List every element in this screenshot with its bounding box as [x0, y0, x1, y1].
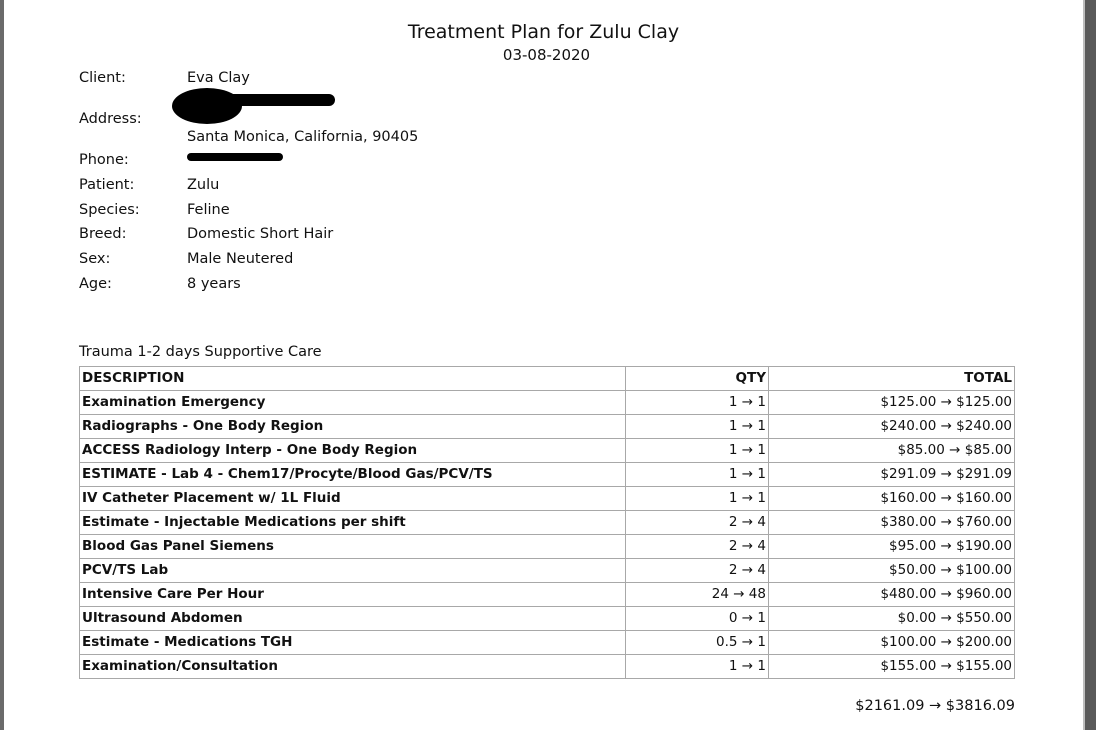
info-label: Address:: [79, 111, 142, 127]
info-row-patient: [79, 175, 219, 195]
row-total: $380.00 → $760.00: [769, 511, 1015, 535]
info-label: Age:: [79, 276, 112, 292]
row-description: ACCESS Radiology Interp - One Body Region: [80, 439, 626, 463]
row-qty: 1 → 1: [626, 487, 769, 511]
row-qty: 1 → 1: [626, 415, 769, 439]
info-row-species: [79, 200, 230, 220]
row-total: $155.00 → $155.00: [769, 655, 1015, 679]
document-title: Treatment Plan for Zulu Clay: [407, 21, 680, 43]
row-total: $100.00 → $200.00: [769, 631, 1015, 655]
row-total: $480.00 → $960.00: [769, 583, 1015, 607]
row-total: $125.00 → $125.00: [769, 391, 1015, 415]
table-row: [80, 583, 1015, 607]
row-qty: 2 → 4: [626, 511, 769, 535]
row-description: IV Catheter Placement w/ 1L Fluid: [80, 487, 626, 511]
row-total: $50.00 → $100.00: [769, 559, 1015, 583]
address-redaction-stroke: [205, 94, 335, 106]
info-value: Santa Monica, California, 90405: [187, 129, 419, 145]
row-qty: 24 → 48: [626, 583, 769, 607]
row-description: Estimate - Medications TGH: [80, 631, 626, 655]
table-header-row: [80, 367, 1015, 391]
row-qty: 0 → 1: [626, 607, 769, 631]
info-label: Sex:: [79, 251, 111, 267]
table-row: [80, 487, 1015, 511]
row-qty: 1 → 1: [626, 391, 769, 415]
info-label: Client:: [79, 70, 126, 86]
row-description: Ultrasound Abdomen: [80, 607, 626, 631]
info-label: Species:: [79, 202, 140, 218]
table-row: [80, 391, 1015, 415]
row-total: $160.00 → $160.00: [769, 487, 1015, 511]
row-total: $85.00 → $85.00: [769, 439, 1015, 463]
viewer-left-border: [0, 0, 4, 730]
table-row: [80, 463, 1015, 487]
row-description: Examination/Consultation: [80, 655, 626, 679]
table-row: [80, 559, 1015, 583]
info-label: Breed:: [79, 226, 127, 242]
row-qty: 1 → 1: [626, 463, 769, 487]
info-row-breed: [79, 224, 333, 244]
row-total: $291.09 → $291.09: [769, 463, 1015, 487]
info-row-sex: [79, 249, 293, 269]
column-header-total: TOTAL: [769, 367, 1015, 391]
info-value: Zulu: [187, 177, 220, 193]
phone-redaction: [187, 153, 283, 161]
section-title: Trauma 1-2 days Supportive Care: [79, 344, 322, 360]
info-row-address-city: [79, 127, 418, 147]
info-value: Eva Clay: [187, 70, 250, 86]
info-row-age: [79, 274, 241, 294]
table-row: [80, 439, 1015, 463]
table-row: [80, 607, 1015, 631]
column-header-description: DESCRIPTION: [80, 367, 626, 391]
row-total: $95.00 → $190.00: [769, 535, 1015, 559]
table-row: [80, 415, 1015, 439]
info-value: Domestic Short Hair: [187, 226, 334, 242]
row-qty: 2 → 4: [626, 559, 769, 583]
row-total: $0.00 → $550.00: [769, 607, 1015, 631]
document-date: 03-08-2020: [502, 46, 591, 64]
row-description: Examination Emergency: [80, 391, 626, 415]
grand-total: $2161.09 → $3816.09: [855, 698, 1015, 714]
info-label: Patient:: [79, 177, 135, 193]
info-value: 8 years: [187, 276, 241, 292]
row-qty: 2 → 4: [626, 535, 769, 559]
row-description: ESTIMATE - Lab 4 - Chem17/Procyte/Blood Gas/PCV/TS: [80, 463, 626, 487]
treatment-table: [79, 366, 1015, 679]
table-row: [80, 535, 1015, 559]
info-label: Phone:: [79, 152, 129, 168]
table-row: [80, 631, 1015, 655]
info-row-phone: [79, 150, 187, 170]
table-row: [80, 655, 1015, 679]
row-description: Blood Gas Panel Siemens: [80, 535, 626, 559]
info-row-address: [79, 109, 187, 129]
row-qty: 1 → 1: [626, 655, 769, 679]
row-qty: 1 → 1: [626, 439, 769, 463]
table-row: [80, 511, 1015, 535]
row-description: Radiographs - One Body Region: [80, 415, 626, 439]
row-total: $240.00 → $240.00: [769, 415, 1015, 439]
info-value: Male Neutered: [187, 251, 294, 267]
info-row-client: [79, 68, 250, 88]
row-description: Estimate - Injectable Medications per shift: [80, 511, 626, 535]
row-description: PCV/TS Lab: [80, 559, 626, 583]
info-value: Feline: [187, 202, 230, 218]
row-qty: 0.5 → 1: [626, 631, 769, 655]
row-description: Intensive Care Per Hour: [80, 583, 626, 607]
column-header-qty: QTY: [626, 367, 769, 391]
viewer-scrollbar-track[interactable]: [1085, 0, 1096, 730]
